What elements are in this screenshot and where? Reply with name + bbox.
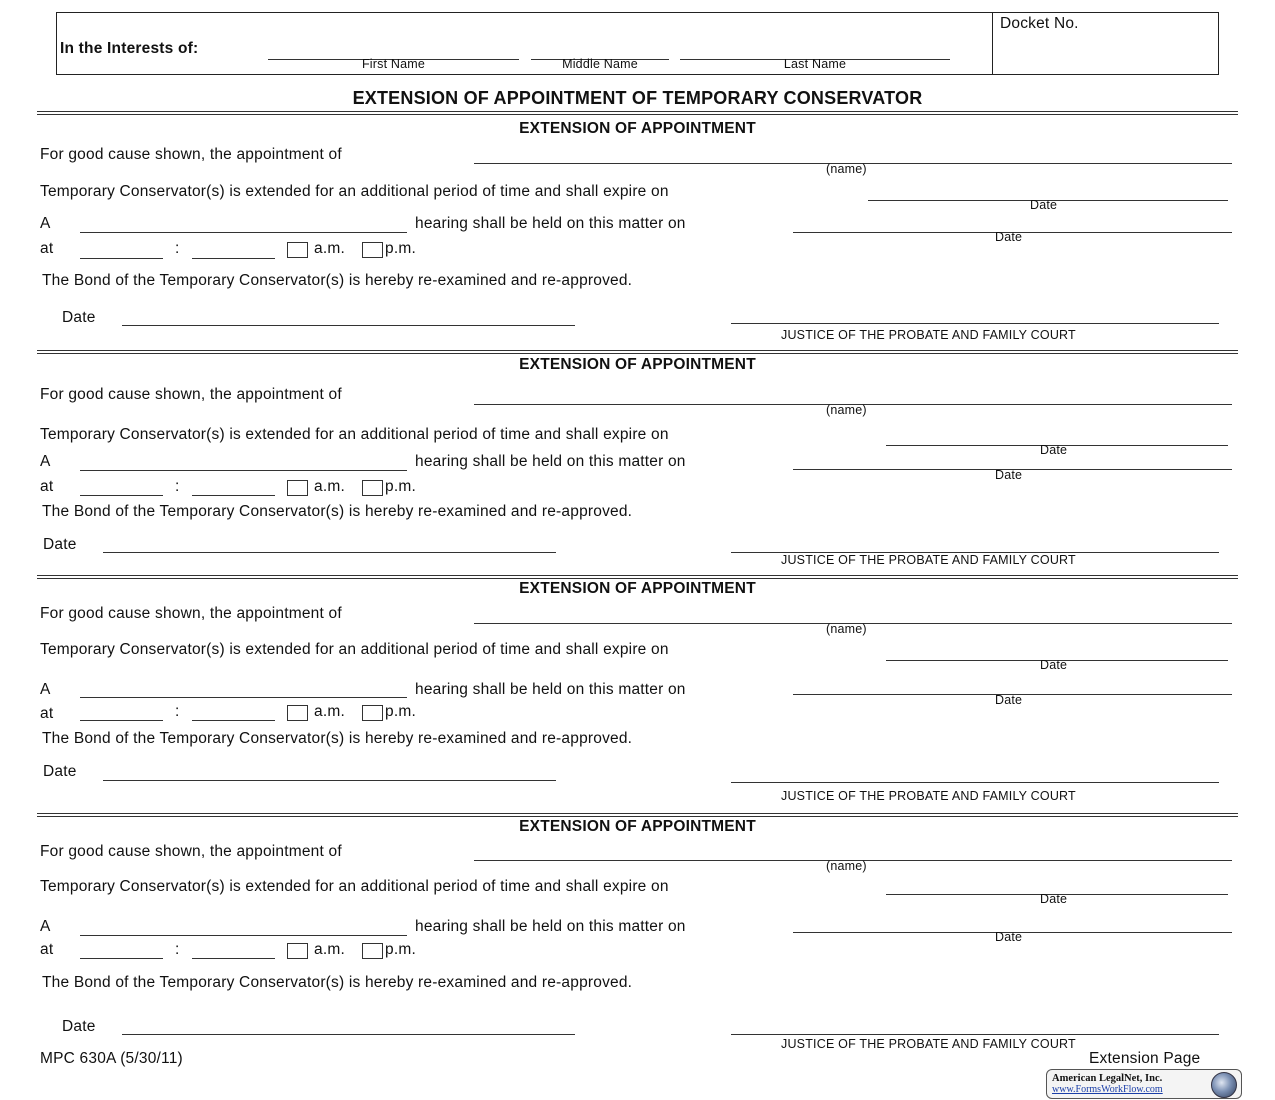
hearing-type-field[interactable] [80,232,407,233]
pm-label: p.m. [385,941,416,958]
section-heading: EXTENSION OF APPOINTMENT [519,818,756,835]
at-label: at [40,478,54,495]
minute-field[interactable] [192,258,275,259]
american-legalnet-logo[interactable] [1046,1069,1242,1099]
last-name-label: Last Name [783,57,847,71]
time-colon: : [175,941,180,958]
hearing-text: hearing shall be held on this matter on [415,681,686,698]
good-cause-text: For good cause shown, the appointment of [40,605,342,622]
am-checkbox[interactable] [287,480,308,496]
hearing-type-field[interactable] [80,470,407,471]
pm-label: p.m. [385,478,416,495]
extension-page-label: Extension Page [1089,1050,1201,1067]
temp-conservator-text: Temporary Conservator(s) is extended for an additional period of time and shall expire on [40,183,669,200]
minute-field[interactable] [192,495,275,496]
docket-divider [992,12,993,75]
section-heading: EXTENSION OF APPOINTMENT [519,580,756,597]
interests-label: In the Interests of: [60,40,199,57]
name-label: (name) [826,403,867,417]
hearing-date-label: Date [995,930,1023,944]
expire-date-label: Date [1040,892,1068,906]
sign-date-label: Date [43,763,77,780]
section-divider [37,575,1238,579]
sign-date-field[interactable] [122,325,575,326]
justice-signature-field[interactable] [731,782,1219,783]
title-divider [37,111,1238,115]
expire-date-label: Date [1030,198,1058,212]
justice-signature-field[interactable] [731,1034,1219,1035]
minute-field[interactable] [192,720,275,721]
hour-field[interactable] [80,495,163,496]
middle-name-label: Middle Name [562,57,638,71]
am-label: a.m. [314,703,345,720]
hearing-date-label: Date [995,468,1023,482]
sign-date-field[interactable] [122,1034,575,1035]
justice-label: JUSTICE OF THE PROBATE AND FAMILY COURT [781,1037,1076,1051]
good-cause-text: For good cause shown, the appointment of [40,146,342,163]
pm-label: p.m. [385,240,416,257]
hour-field[interactable] [80,958,163,959]
a-label: A [40,215,51,232]
bond-text: The Bond of the Temporary Conservator(s) is hereby re-examined and re-approved. [42,730,633,747]
page-title: EXTENSION OF APPOINTMENT OF TEMPORARY CONSERVATOR [352,88,923,108]
justice-label: JUSTICE OF THE PROBATE AND FAMILY COURT [781,789,1076,803]
pm-checkbox[interactable] [362,943,383,959]
hearing-text: hearing shall be held on this matter on [415,453,686,470]
globe-icon [1211,1072,1237,1098]
hour-field[interactable] [80,258,163,259]
justice-signature-field[interactable] [731,323,1219,324]
hearing-date-label: Date [995,693,1023,707]
hearing-type-field[interactable] [80,697,407,698]
expire-date-label: Date [1040,658,1068,672]
docket-number-field[interactable] [995,38,1215,72]
pm-label: p.m. [385,703,416,720]
at-label: at [40,705,54,722]
minute-field[interactable] [192,958,275,959]
expire-date-label: Date [1040,443,1068,457]
name-label: (name) [826,859,867,873]
a-label: A [40,681,51,698]
sign-date-label: Date [62,1018,96,1035]
good-cause-text: For good cause shown, the appointment of [40,386,342,403]
sign-date-field[interactable] [103,780,556,781]
good-cause-text: For good cause shown, the appointment of [40,843,342,860]
sign-date-label: Date [62,309,96,326]
sign-date-field[interactable] [103,552,556,553]
time-colon: : [175,703,180,720]
pm-checkbox[interactable] [362,242,383,258]
temp-conservator-text: Temporary Conservator(s) is extended for an additional period of time and shall expire on [40,878,669,895]
hearing-text: hearing shall be held on this matter on [415,215,686,232]
at-label: at [40,941,54,958]
docket-label: Docket No. [1000,15,1079,32]
at-label: at [40,240,54,257]
am-checkbox[interactable] [287,242,308,258]
time-colon: : [175,240,180,257]
sign-date-label: Date [43,536,77,553]
time-colon: : [175,478,180,495]
am-label: a.m. [314,478,345,495]
hearing-date-label: Date [995,230,1023,244]
temp-conservator-text: Temporary Conservator(s) is extended for an additional period of time and shall expire on [40,641,669,658]
am-label: a.m. [314,240,345,257]
a-label: A [40,453,51,470]
bond-text: The Bond of the Temporary Conservator(s) is hereby re-examined and re-approved. [42,974,633,991]
section-divider [37,813,1238,817]
am-checkbox[interactable] [287,943,308,959]
justice-label: JUSTICE OF THE PROBATE AND FAMILY COURT [781,553,1076,567]
am-label: a.m. [314,941,345,958]
pm-checkbox[interactable] [362,480,383,496]
section-heading: EXTENSION OF APPOINTMENT [519,120,756,137]
hearing-text: hearing shall be held on this matter on [415,918,686,935]
justice-label: JUSTICE OF THE PROBATE AND FAMILY COURT [781,328,1076,342]
hearing-type-field[interactable] [80,935,407,936]
bond-text: The Bond of the Temporary Conservator(s) is hereby re-examined and re-approved. [42,272,633,289]
first-name-label: First Name [361,57,426,71]
name-label: (name) [826,162,867,176]
bond-text: The Bond of the Temporary Conservator(s) is hereby re-examined and re-approved. [42,503,633,520]
logo-company-name: American LegalNet, Inc. [1052,1073,1163,1084]
form-number: MPC 630A (5/30/11) [40,1050,183,1067]
logo-website-link[interactable]: www.FormsWorkFlow.com [1052,1084,1163,1095]
a-label: A [40,918,51,935]
temp-conservator-text: Temporary Conservator(s) is extended for an additional period of time and shall expire on [40,426,669,443]
section-heading: EXTENSION OF APPOINTMENT [519,356,756,373]
am-checkbox[interactable] [287,705,308,721]
pm-checkbox[interactable] [362,705,383,721]
hour-field[interactable] [80,720,163,721]
section-divider [37,350,1238,354]
name-label: (name) [826,622,867,636]
